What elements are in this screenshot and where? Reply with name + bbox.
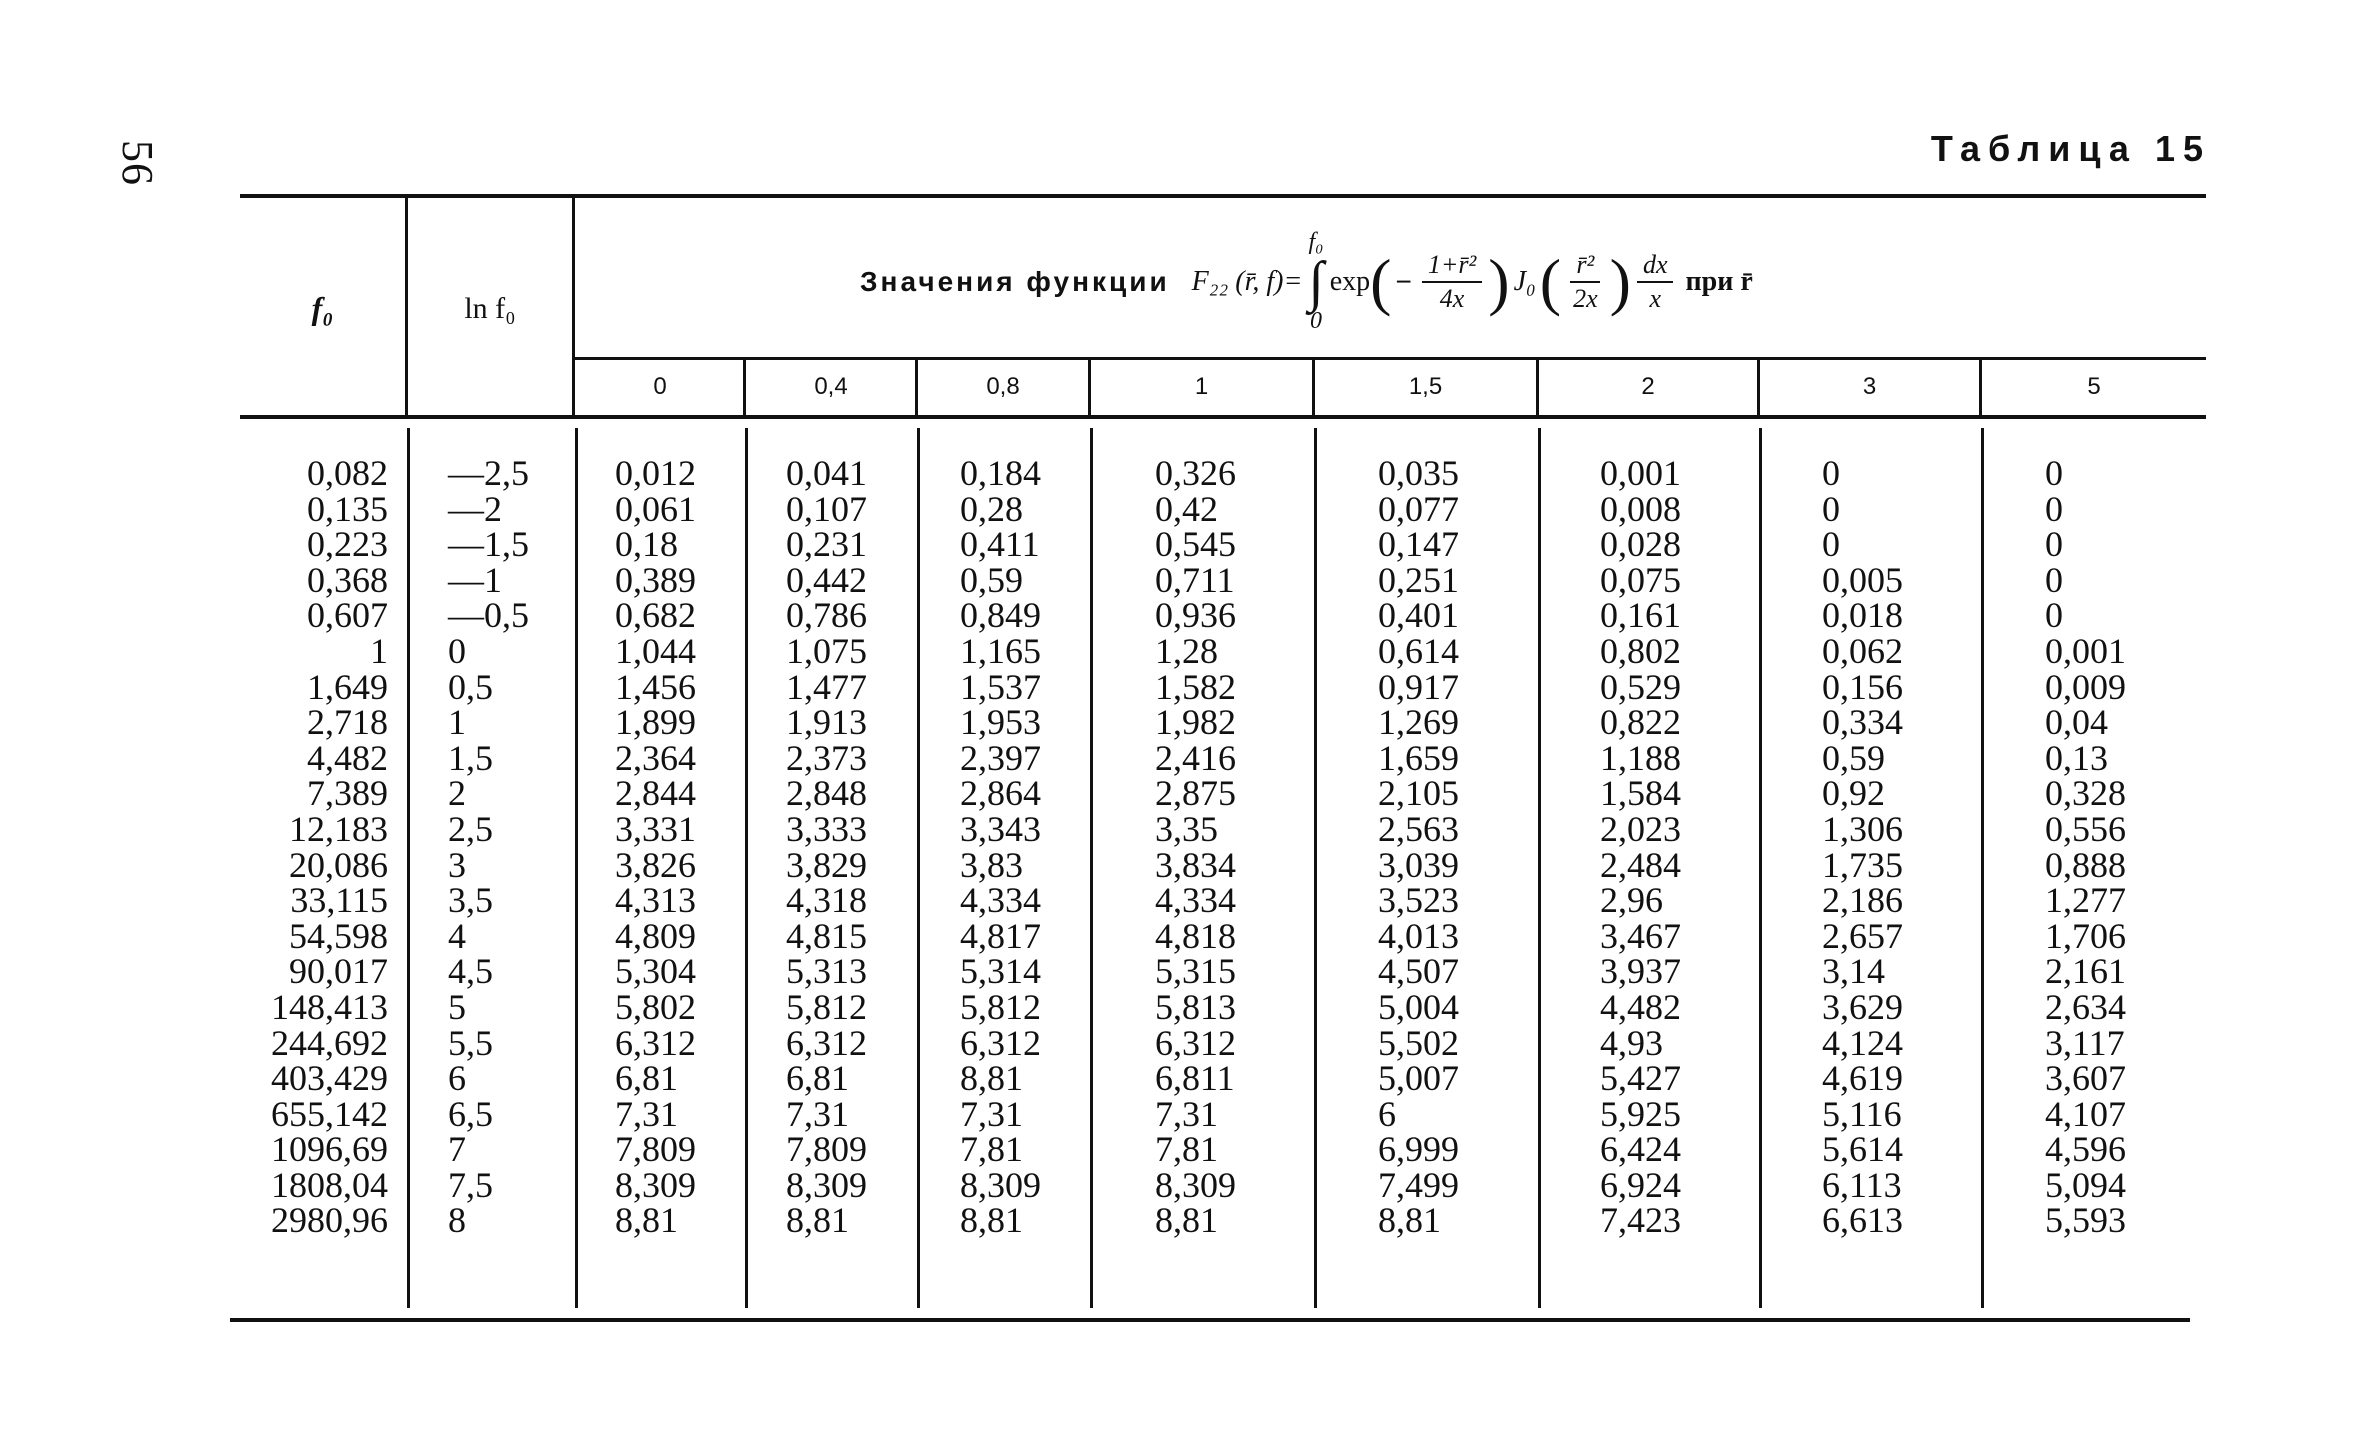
table-cell: 0 (1822, 453, 1840, 493)
table-cell: 1096,69 (271, 1129, 388, 1170)
formula-suffix: при r̄ (1685, 266, 1753, 297)
table-cell: 4 (448, 915, 466, 956)
table-cell: 6,312 (615, 1022, 696, 1063)
table-cell: 4,809 (615, 915, 696, 956)
table-cell: 12,183 (289, 808, 388, 849)
table-cell: —2,5 (448, 453, 529, 493)
column-r0-8 (960, 453, 1085, 1241)
table-cell: 0,062 (1822, 630, 1903, 671)
r-header-0: 0 (653, 373, 667, 400)
table-cell: 54,598 (289, 915, 388, 956)
table-cell: 0,529 (1600, 666, 1681, 707)
table-cell: 1 (448, 702, 466, 743)
table-cell: 4,93 (1600, 1022, 1663, 1063)
table-cell: 3,039 (1378, 844, 1459, 885)
table-cell: 20,086 (289, 844, 388, 885)
table-cell: 1,735 (1822, 844, 1903, 885)
r-header-0-4: 0,4 (814, 373, 848, 400)
table-cell: 2,634 (2045, 986, 2126, 1027)
table-cell: 8,309 (786, 1164, 867, 1205)
table-cell: 0,368 (307, 559, 388, 600)
table-cell: 0,135 (307, 488, 388, 529)
table-cell: 90,017 (289, 951, 388, 992)
table-cell: 2,023 (1600, 808, 1681, 849)
table-cell: 1,706 (2045, 915, 2126, 956)
table-cell: 3,35 (1155, 808, 1218, 849)
table-cell: 2,657 (1822, 915, 1903, 956)
table-cell: 403,429 (271, 1058, 388, 1099)
table-cell: 0,008 (1600, 488, 1681, 529)
table-cell: 3,333 (786, 808, 867, 849)
table-cell: 0,04 (2045, 702, 2108, 743)
table-cell: 4,334 (960, 880, 1041, 921)
table-cell: 0,107 (786, 488, 867, 529)
table-cell: 4,619 (1822, 1058, 1903, 1099)
table-cell: 7 (448, 1129, 466, 1170)
table-cell: 0 (1822, 488, 1840, 529)
body-divider-1 (407, 428, 410, 1308)
table-cell: 0,936 (1155, 595, 1236, 636)
table-cell: 1,456 (615, 666, 696, 707)
table-cell: 0,802 (1600, 630, 1681, 671)
table-cell: 148,413 (271, 986, 388, 1027)
table-cell: 2980,96 (271, 1200, 388, 1241)
r-header-1-5: 1,5 (1408, 373, 1443, 400)
table-cell: 3,607 (2045, 1058, 2126, 1099)
table-cell: 8,309 (960, 1164, 1041, 1205)
table-cell: 0,147 (1378, 524, 1459, 565)
table-cell: 7,31 (615, 1093, 678, 1134)
table-cell: 5,5 (448, 1022, 493, 1063)
table-cell: 1,188 (1600, 737, 1681, 778)
exponent-denominator: 4x (1439, 284, 1465, 313)
table-cell: 6,613 (1822, 1200, 1903, 1241)
table-cell: 0,849 (960, 595, 1041, 636)
table-cell: 2,373 (786, 737, 867, 778)
table-cell: 7,5 (448, 1164, 493, 1205)
r-header-0-8: 0,8 (986, 373, 1020, 400)
body-divider-4 (917, 428, 920, 1308)
table-cell: 0,411 (960, 524, 1040, 565)
bessel-argument (1567, 249, 1604, 315)
table-cell: 0,161 (1600, 595, 1681, 636)
table-cell: 2,186 (1822, 880, 1903, 921)
table-cell: 0,328 (2045, 773, 2126, 814)
table-cell: 1,537 (960, 666, 1041, 707)
table-cell: 4,013 (1378, 915, 1459, 956)
column-r1 (1155, 453, 1305, 1241)
table-cell: 1,477 (786, 666, 867, 707)
table-cell: 0 (448, 630, 466, 671)
table-cell: 4,107 (2045, 1093, 2126, 1134)
table-cell: 0,614 (1378, 630, 1459, 671)
table-cell: 6,999 (1378, 1129, 1459, 1170)
table-cell: 0,888 (2045, 844, 2126, 885)
table-cell: 0,28 (960, 488, 1023, 529)
table-cell: 5,802 (615, 986, 696, 1027)
table-cell: 0,682 (615, 595, 696, 636)
table-cell: 0,028 (1600, 524, 1681, 565)
table-cell: —0,5 (448, 595, 529, 636)
table-cell: 5,812 (786, 986, 867, 1027)
table-cell: 3,343 (960, 808, 1041, 849)
table-cell: 6,81 (615, 1058, 678, 1099)
table-cell: 6,424 (1600, 1129, 1681, 1170)
table-cell: 5,007 (1378, 1058, 1459, 1099)
table-cell: 8,81 (615, 1200, 678, 1241)
table-cell: 1,649 (307, 666, 388, 707)
table-cell: 0,917 (1378, 666, 1459, 707)
column-r1-5 (1378, 453, 1528, 1241)
differential-numerator: dx (1637, 249, 1674, 283)
table-cell: 0,5 (448, 666, 493, 707)
table-cell: 0,001 (1600, 453, 1681, 493)
table-cell: 5,116 (1822, 1093, 1902, 1134)
table-cell: 0,012 (615, 453, 696, 493)
table-cell: 4,815 (786, 915, 867, 956)
table-cell: 1,899 (615, 702, 696, 743)
table-cell: 0 (2045, 453, 2063, 493)
table-cell: 0,545 (1155, 524, 1236, 565)
table-cell: —2 (448, 488, 502, 529)
table-cell: 0,822 (1600, 702, 1681, 743)
table-cell: 5,614 (1822, 1129, 1903, 1170)
table-cell: 3,117 (2045, 1022, 2125, 1063)
table-cell: 0,607 (307, 595, 388, 636)
table-cell: 1,044 (615, 630, 696, 671)
table-cell: 1,953 (960, 702, 1041, 743)
table-cell: 0,082 (307, 453, 388, 493)
table-cell: 1,269 (1378, 702, 1459, 743)
column-r0-4 (786, 453, 911, 1241)
table-cell: 2,875 (1155, 773, 1236, 814)
body-divider-7 (1538, 428, 1541, 1308)
table-cell: 8,81 (960, 1200, 1023, 1241)
differential-denominator: x (1649, 284, 1661, 313)
table-cell: 4,482 (1600, 986, 1681, 1027)
table-cell: 0,184 (960, 453, 1041, 493)
table-cell: 8,309 (615, 1164, 696, 1205)
table-cell: 0,251 (1378, 559, 1459, 600)
table-cell: 7,389 (307, 773, 388, 814)
table-cell: 7,423 (1600, 1200, 1681, 1241)
table-cell: 8,81 (960, 1058, 1023, 1099)
minus-sign: − (1395, 266, 1412, 297)
table-cell: 0,005 (1822, 559, 1903, 600)
lnf0-header-text: ln f₀ (464, 292, 516, 325)
table-cell: 4,507 (1378, 951, 1459, 992)
table-cell: 2,96 (1600, 880, 1663, 921)
table-cell: 0,556 (2045, 808, 2126, 849)
table-cell: 0,59 (1822, 737, 1885, 778)
table-cell: 2,161 (2045, 951, 2126, 992)
table-cell: 3,83 (960, 844, 1023, 885)
table-cell: 8,81 (1378, 1200, 1441, 1241)
f0-header-text: f₀ (311, 290, 334, 326)
differential-fraction (1637, 249, 1674, 315)
table-cell: 4,5 (448, 951, 493, 992)
column-r2 (1600, 453, 1750, 1241)
table-cell: 4,313 (615, 880, 696, 921)
r-header-5: 5 (2087, 373, 2101, 400)
table-cell: —1,5 (448, 524, 529, 565)
table-cell: 1,913 (786, 702, 867, 743)
table-cell: 5,004 (1378, 986, 1459, 1027)
table-cell: 5,313 (786, 951, 867, 992)
table-top-rule (240, 194, 2206, 198)
table-cell: 6,924 (1600, 1164, 1681, 1205)
table-cell: 1,165 (960, 630, 1041, 671)
table-cell: 6,811 (1155, 1058, 1235, 1099)
body-divider-5 (1090, 428, 1093, 1308)
table-cell: 1,582 (1155, 666, 1236, 707)
table-cell: 6,113 (1822, 1164, 1902, 1205)
lnf0-header (408, 292, 572, 326)
left-paren-2: ( (1539, 246, 1562, 317)
table-cell: 0,077 (1378, 488, 1459, 529)
table-cell: —1 (448, 559, 502, 600)
left-paren: ( (1370, 246, 1392, 317)
table-cell: 7,31 (960, 1093, 1023, 1134)
table-cell: 1 (370, 630, 388, 671)
table-cell: 3,467 (1600, 915, 1681, 956)
table-cell: 3 (448, 844, 466, 885)
table-cell: 4,818 (1155, 915, 1236, 956)
table-cell: 7,81 (960, 1129, 1023, 1170)
table-cell: 1,277 (2045, 880, 2126, 921)
table-cell: 0,42 (1155, 488, 1218, 529)
table-cell: 0,786 (786, 595, 867, 636)
table-cell: 3,834 (1155, 844, 1236, 885)
bessel-denominator: 2x (1573, 284, 1598, 313)
exp-text: exp (1329, 266, 1371, 297)
table-cell: 2,563 (1378, 808, 1459, 849)
table-cell: 0,18 (615, 524, 678, 565)
table-cell: 0,92 (1822, 773, 1885, 814)
table-cell: 2,364 (615, 737, 696, 778)
table-cell: 6 (448, 1058, 466, 1099)
table-cell: 0,13 (2045, 737, 2108, 778)
column-lnf0 (448, 453, 568, 1241)
table-cell: 7,31 (1155, 1093, 1218, 1134)
table-cell: 5 (448, 986, 466, 1027)
table-cell: 655,142 (271, 1093, 388, 1134)
table-cell: 33,115 (290, 880, 388, 921)
column-r3 (1822, 453, 1972, 1241)
subheader-rule (573, 357, 2206, 360)
table-cell: 3,937 (1600, 951, 1681, 992)
body-divider-3 (745, 428, 748, 1308)
table-cell: 5,593 (2045, 1200, 2126, 1241)
table-cell: 0,326 (1155, 453, 1236, 493)
table-cell: 0,389 (615, 559, 696, 600)
table-cell: 0,001 (2045, 630, 2126, 671)
table-cell: 2 (448, 773, 466, 814)
table-cell: 5,502 (1378, 1022, 1459, 1063)
table-cell: 5,925 (1600, 1093, 1681, 1134)
table-cell: 3,629 (1822, 986, 1903, 1027)
table-cell: 0,041 (786, 453, 867, 493)
table-cell: 6,312 (786, 1022, 867, 1063)
table-cell: 1,306 (1822, 808, 1903, 849)
header-bottom-rule (240, 415, 2206, 419)
table-cell: 0,223 (307, 524, 388, 565)
table-cell: 3,826 (615, 844, 696, 885)
body-divider-6 (1314, 428, 1317, 1308)
table-cell: 0,035 (1378, 453, 1459, 493)
formula-prefix: Значения функции (860, 266, 1170, 297)
table-cell: 8,81 (786, 1200, 849, 1241)
table-cell: 0 (2045, 524, 2063, 565)
table-cell: 0,018 (1822, 595, 1903, 636)
page-number: 56 (113, 140, 162, 186)
table-cell: 4,482 (307, 737, 388, 778)
table-cell: 2,848 (786, 773, 867, 814)
body-divider-2 (575, 428, 578, 1308)
table-cell: 7,809 (786, 1129, 867, 1170)
table-cell: 6,81 (786, 1058, 849, 1099)
table-cell: 1808,04 (271, 1164, 388, 1205)
table-cell: 0 (1822, 524, 1840, 565)
integral-upper-limit: f₀ (1308, 229, 1324, 255)
table-cell: 7,809 (615, 1129, 696, 1170)
table-cell: 1,584 (1600, 773, 1681, 814)
table-cell: 5,315 (1155, 951, 1236, 992)
table-cell: 8 (448, 1200, 466, 1241)
table-cell: 4,596 (2045, 1129, 2126, 1170)
table-cell: 0,711 (1155, 559, 1235, 600)
table-cell: 1,982 (1155, 702, 1236, 743)
table-cell: 2,397 (960, 737, 1041, 778)
table-cell: 0,59 (960, 559, 1023, 600)
table-cell: 5,427 (1600, 1058, 1681, 1099)
column-r5 (2045, 453, 2195, 1241)
table-cell: 3,14 (1822, 951, 1885, 992)
body-divider-9 (1981, 428, 1984, 1308)
f0-header (240, 290, 405, 327)
table-cell: 0,075 (1600, 559, 1681, 600)
table-cell: 2,718 (307, 702, 388, 743)
table-cell: 3,523 (1378, 880, 1459, 921)
exponent-numerator: 1+r̄² (1422, 249, 1482, 283)
table-cell: 3,829 (786, 844, 867, 885)
table-cell: 1,075 (786, 630, 867, 671)
integral-lower-limit: 0 (1310, 308, 1323, 334)
table-cell: 4,817 (960, 915, 1041, 956)
table-cell: 0,334 (1822, 702, 1903, 743)
exponent-fraction (1422, 249, 1482, 315)
table-cell: 7,31 (786, 1093, 849, 1134)
table-cell: 0 (2045, 488, 2063, 529)
table-cell: 0,231 (786, 524, 867, 565)
table-cell: 4,318 (786, 880, 867, 921)
column-f0 (230, 453, 388, 1241)
table-cell: 0,401 (1378, 595, 1459, 636)
table-cell: 0,442 (786, 559, 867, 600)
table-cell: 2,105 (1378, 773, 1459, 814)
right-paren-2: ) (1609, 246, 1631, 317)
table-cell: 2,864 (960, 773, 1041, 814)
table-cell: 1,28 (1155, 630, 1218, 671)
table-cell: 6 (1378, 1093, 1396, 1134)
table-cell: 2,416 (1155, 737, 1236, 778)
table-cell: 0 (2045, 559, 2063, 600)
table-cell: 7,81 (1155, 1129, 1218, 1170)
table-cell: 2,484 (1600, 844, 1681, 885)
table-cell: 8,309 (1155, 1164, 1236, 1205)
table-cell: 0 (2045, 595, 2063, 636)
bessel-numerator: r̄² (1570, 249, 1600, 283)
table-cell: 4,124 (1822, 1022, 1903, 1063)
table-cell: 2,5 (448, 808, 493, 849)
table-label: Таблица 15 (1930, 128, 2211, 169)
bessel-function: J₀ (1513, 266, 1536, 297)
table-cell: 3,331 (615, 808, 696, 849)
table-cell: 5,812 (960, 986, 1041, 1027)
table-cell: 1,659 (1378, 737, 1459, 778)
integral-sign (1308, 229, 1323, 335)
integral-symbol: ∫ (1308, 251, 1324, 313)
table-cell: 4,334 (1155, 880, 1236, 921)
body-divider-8 (1759, 428, 1762, 1308)
table-cell: 5,094 (2045, 1164, 2126, 1205)
table-cell: 3,5 (448, 880, 493, 921)
table-cell: 6,312 (1155, 1022, 1236, 1063)
table-cell: 5,813 (1155, 986, 1236, 1027)
table-cell: 0,156 (1822, 666, 1903, 707)
table-cell: 244,692 (271, 1022, 388, 1063)
table-cell: 2,844 (615, 773, 696, 814)
table-cell: 6,5 (448, 1093, 493, 1134)
table-bottom-rule (230, 1318, 2190, 1322)
table-cell: 1,5 (448, 737, 493, 778)
r-header-1: 1 (1194, 373, 1209, 400)
table-cell: 8,81 (1155, 1200, 1218, 1241)
column-r0 (615, 453, 740, 1241)
function-formula (860, 222, 1753, 342)
right-paren: ) (1488, 246, 1510, 317)
table-cell: 7,499 (1378, 1164, 1459, 1205)
table-cell: 5,314 (960, 951, 1041, 992)
r-header-2: 2 (1641, 373, 1655, 400)
table-cell: 0,061 (615, 488, 696, 529)
table-cell: 5,304 (615, 951, 696, 992)
table-cell: 6,312 (960, 1022, 1041, 1063)
table-cell: 0,009 (2045, 666, 2126, 707)
formula-function: F₂₂ (r̄, f)= (1191, 266, 1303, 297)
r-header-3: 3 (1862, 373, 1877, 400)
